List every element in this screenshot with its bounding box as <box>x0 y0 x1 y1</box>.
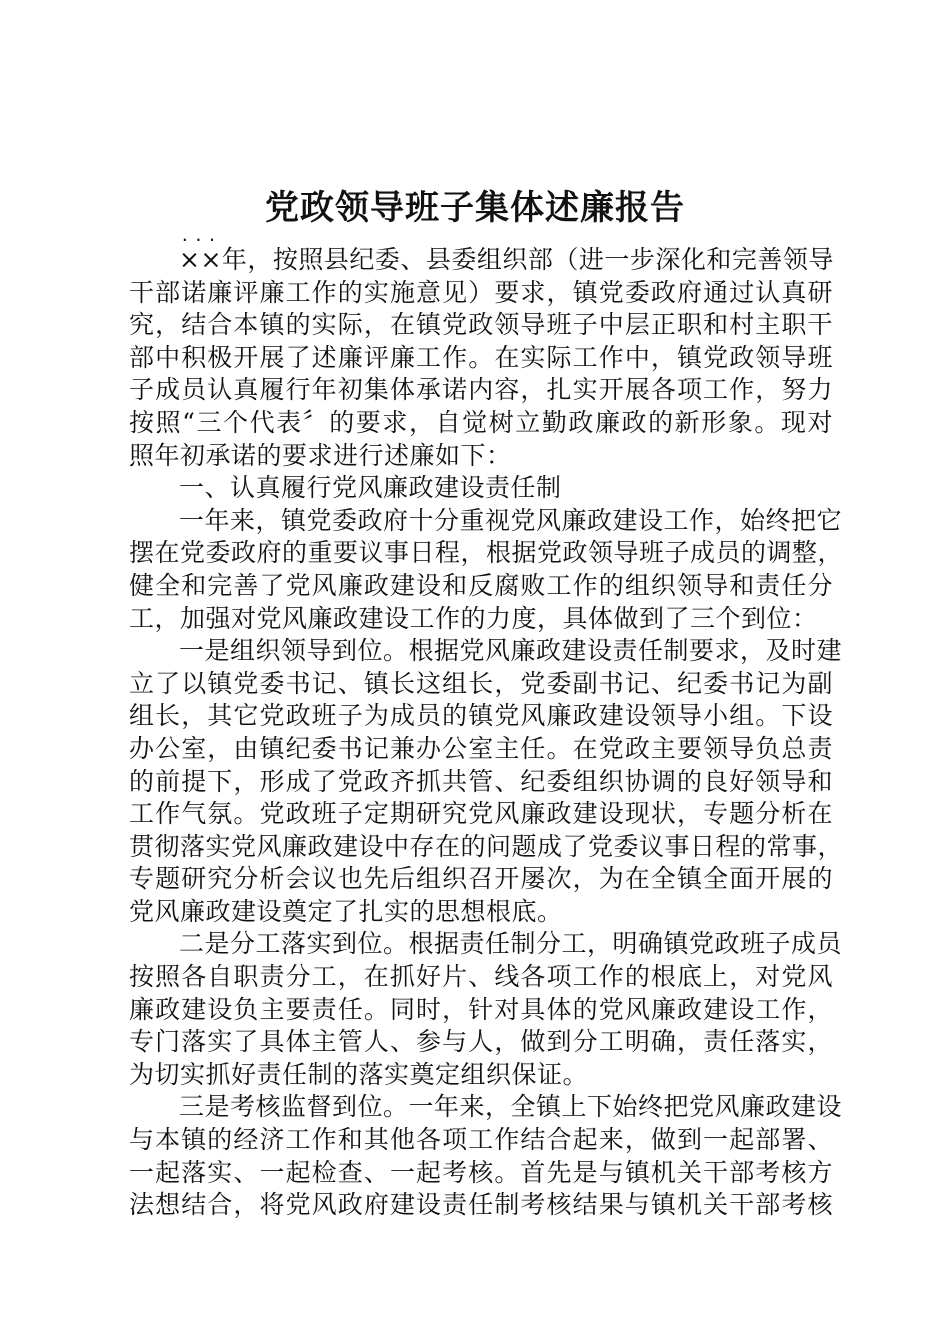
text-line: 照年初承诺的要求进行述廉如下： <box>129 440 512 470</box>
text-line: 廉政建设负主要责任。同时，针对具体的党风廉政建设工作， <box>129 994 833 1024</box>
text-line: 健全和完善了党风廉政建设和反腐败工作的组织领导和责任分 <box>129 570 833 600</box>
text-line: 部中积极开展了述廉评廉工作。在实际工作中，镇党政领导班 <box>129 342 833 372</box>
text-line: 一是组织领导到位。根据党风廉政建设责任制要求，及时建 <box>179 636 843 666</box>
text-line: 摆在党委政府的重要议事日程，根据党政领导班子成员的调整， <box>129 538 844 568</box>
text-line: 究，结合本镇的实际，在镇党政领导班子中层正职和村主职干 <box>129 310 833 340</box>
text-line: 工作气氛。党政班子定期研究党风廉政建设现状，专题分析在 <box>129 799 833 829</box>
text-line: 组长，其它党政班子为成员的镇党风廉政建设领导小组。下设 <box>129 701 833 731</box>
document-body <box>129 244 844 1222</box>
text-line: 专门落实了具体主管人、参与人，做到分工明确，责任落实， <box>129 1027 833 1057</box>
text-line: 按照各自职责分工，在抓好片、线各项工作的根底上，对党风 <box>129 962 833 992</box>
text-line: 的前提下，形成了党政齐抓共管、纪委组织协调的良好领导和 <box>129 766 833 796</box>
text-line: 干部诺廉评廉工作的实施意见）要求，镇党委政府通过认真研 <box>129 277 833 307</box>
text-line: 与本镇的经济工作和其他各项工作结合起来，做到一起部署、 <box>129 1125 833 1155</box>
text-line: 法想结合，将党风政府建设责任制考核结果与镇机关干部考核 <box>129 1190 833 1220</box>
text-line: 按照“三个代表〞的要求，自觉树立勤政廉政的新形象。现对 <box>129 407 833 437</box>
text-line: 一年来，镇党委政府十分重视党风廉政建设工作，始终把它 <box>179 505 843 535</box>
text-line: 为切实抓好责任制的落实奠定组织保证。 <box>129 1059 589 1089</box>
text-line: 办公室，由镇纪委书记兼办公室主任。在党政主要领导负总责 <box>129 733 833 763</box>
ellipsis-marker: ... <box>180 226 221 245</box>
text-line: 三是考核监督到位。一年来，全镇上下始终把党风廉政建设 <box>179 1092 843 1122</box>
text-line: 党风廉政建设奠定了扎实的思想根底。 <box>129 896 563 926</box>
text-line: 子成员认真履行年初集体承诺内容，扎实开展各项工作，努力 <box>129 375 833 405</box>
text-line: 专题研究分析会议也先后组织召开屡次，为在全镇全面开展的 <box>129 864 833 894</box>
text-line: 二是分工落实到位。根据责任制分工，明确镇党政班子成员 <box>179 929 843 959</box>
text-line: 贯彻落实党风廉政建设中存在的问题成了党委议事日程的常事， <box>129 831 844 861</box>
text-line: ××年，按照县纪委、县委组织部（进一步深化和完善领导 <box>179 245 834 274</box>
text-line: 一起落实、一起检查、一起考核。首先是与镇机关干部考核方 <box>129 1157 833 1187</box>
text-line: 立了以镇党委书记、镇长这组长，党委副书记、纪委书记为副 <box>129 668 833 698</box>
text-line: 工，加强对党风廉政建设工作的力度，具体做到了三个到位： <box>129 603 818 633</box>
document-title: 党政领导班子集体述廉报告 <box>265 188 685 228</box>
text-line: 一、认真履行党风廉政建设责任制 <box>179 473 562 503</box>
